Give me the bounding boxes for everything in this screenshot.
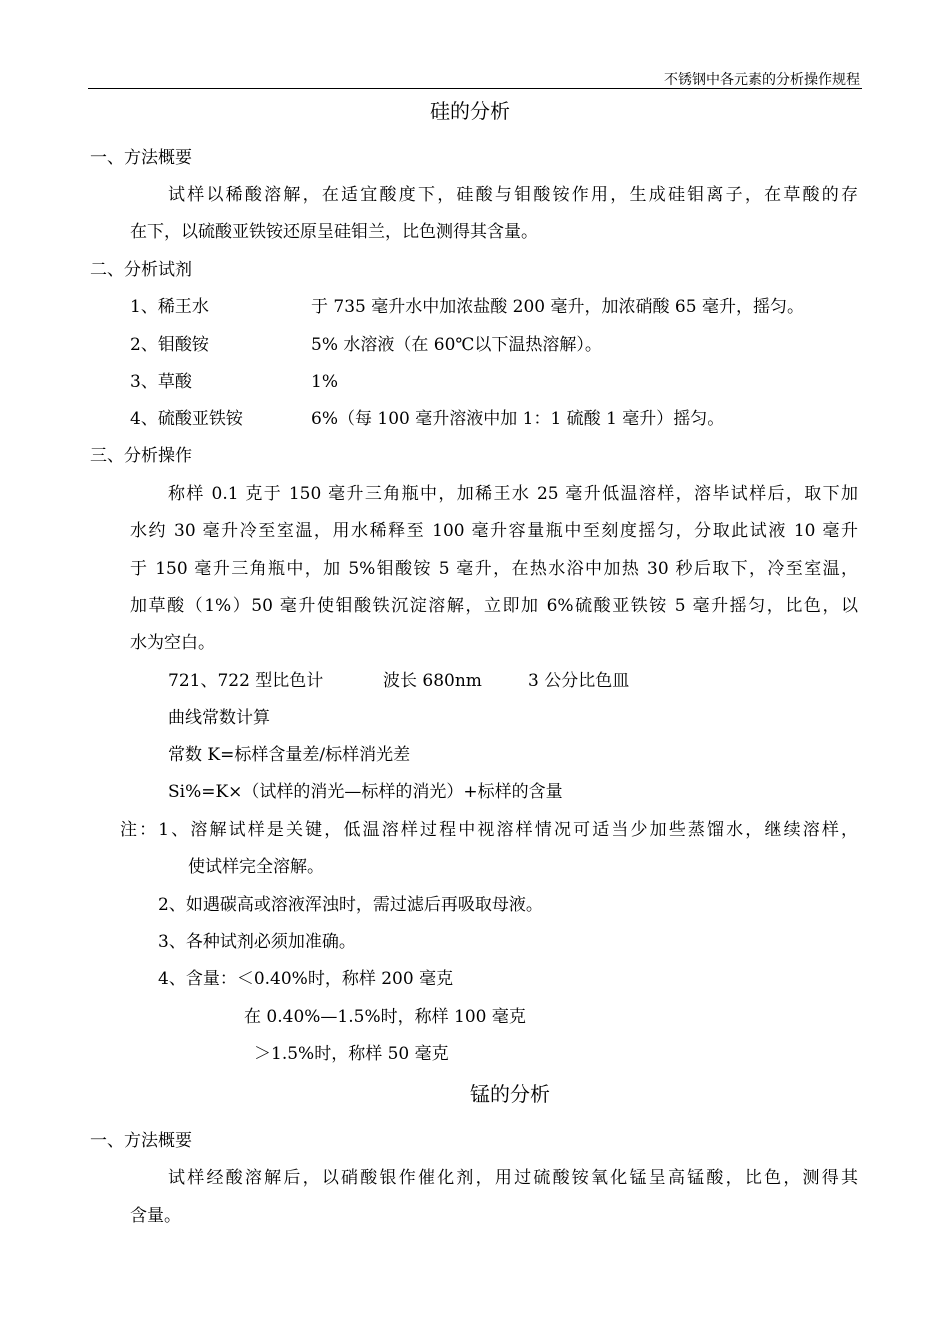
paragraph-line: 于 150 毫升三角瓶中，加 5%钼酸铵 5 毫升，在热水浴中加热 30 秒后取下，冷至室温， [130, 559, 858, 579]
section-title-manganese: 锰的分析 [470, 1082, 550, 1106]
reagent-desc: 5% 水溶液（在 60℃以下温热溶解）。 [311, 335, 602, 355]
paragraph-line: 水约 30 毫升冷至室温，用水稀释至 100 毫升容量瓶中至刻度摇匀，分取此试液 10 毫升 [130, 521, 858, 541]
note-line: 在 0.40%—1.5%时，称样 100 毫克 [244, 1007, 526, 1027]
paragraph-line: 试样以稀酸溶解，在适宜酸度下，硅酸与钼酸铵作用，生成硅钼离子，在草酸的存 [168, 185, 858, 205]
section-title-silicon: 硅的分析 [430, 99, 510, 123]
paragraph-line: 水为空白。 [130, 633, 215, 653]
reagent-name: 3、草酸 [130, 372, 192, 392]
instrument-wavelength: 波长 680nm [383, 671, 482, 691]
reagent-desc: 1% [311, 372, 338, 392]
reagent-name: 1、稀王水 [130, 297, 209, 317]
paragraph-line: 称样 0.1 克于 150 毫升三角瓶中，加稀王水 25 毫升低温溶样，溶毕试样后，取下加 [168, 484, 858, 504]
paragraph-line: 含量。 [130, 1206, 181, 1226]
heading-method-summary: 一、方法概要 [90, 148, 192, 168]
calc-formula: Si%=K×（试样的消光—标样的消光）+标样的含量 [168, 782, 563, 802]
note-line: 4、含量：＜0.40%时，称样 200 毫克 [158, 969, 454, 989]
running-header: 不锈钢中各元素的分析操作规程 [664, 72, 860, 88]
reagent-name: 4、硫酸亚铁铵 [130, 409, 243, 429]
paragraph-line: 在下，以硫酸亚铁铵还原呈硅钼兰，比色测得其含量。 [130, 222, 538, 242]
heading-reagents: 二、分析试剂 [90, 260, 192, 280]
note-line: 3、各种试剂必须加准确。 [158, 932, 356, 952]
header-rule [88, 88, 862, 89]
paragraph-line: 加草酸（1%）50 毫升使钼酸铁沉淀溶解，立即加 6%硫酸亚铁铵 5 毫升摇匀，比色，以 [130, 596, 858, 616]
heading-method-summary: 一、方法概要 [90, 1131, 192, 1151]
note-line: 2、如遇碳高或溶液浑浊时，需过滤后再吸取母液。 [158, 895, 543, 915]
paragraph-line: 试样经酸溶解后，以硝酸银作催化剂，用过硫酸铵氧化锰呈高锰酸，比色，测得其 [168, 1168, 858, 1188]
calc-constant: 常数 K=标样含量差/标样消光差 [168, 745, 411, 765]
note-line: ＞1.5%时，称样 50 毫克 [254, 1044, 449, 1064]
note-line: 使试样完全溶解。 [188, 857, 324, 877]
instrument-cuvette: 3 公分比色皿 [528, 671, 630, 691]
reagent-desc: 6%（每 100 毫升溶液中加 1：1 硫酸 1 毫升）摇匀。 [311, 409, 725, 429]
heading-procedure: 三、分析操作 [90, 446, 192, 466]
note-line: 注：1、溶解试样是关键，低温溶样过程中视溶样情况可适当少加些蒸馏水，继续溶样， [120, 820, 858, 840]
reagent-desc: 于 735 毫升水中加浓盐酸 200 毫升，加浓硝酸 65 毫升，摇匀。 [311, 297, 804, 317]
reagent-name: 2、钼酸铵 [130, 335, 209, 355]
instrument-model: 721、722 型比色计 [168, 671, 324, 691]
calc-heading: 曲线常数计算 [168, 708, 270, 728]
